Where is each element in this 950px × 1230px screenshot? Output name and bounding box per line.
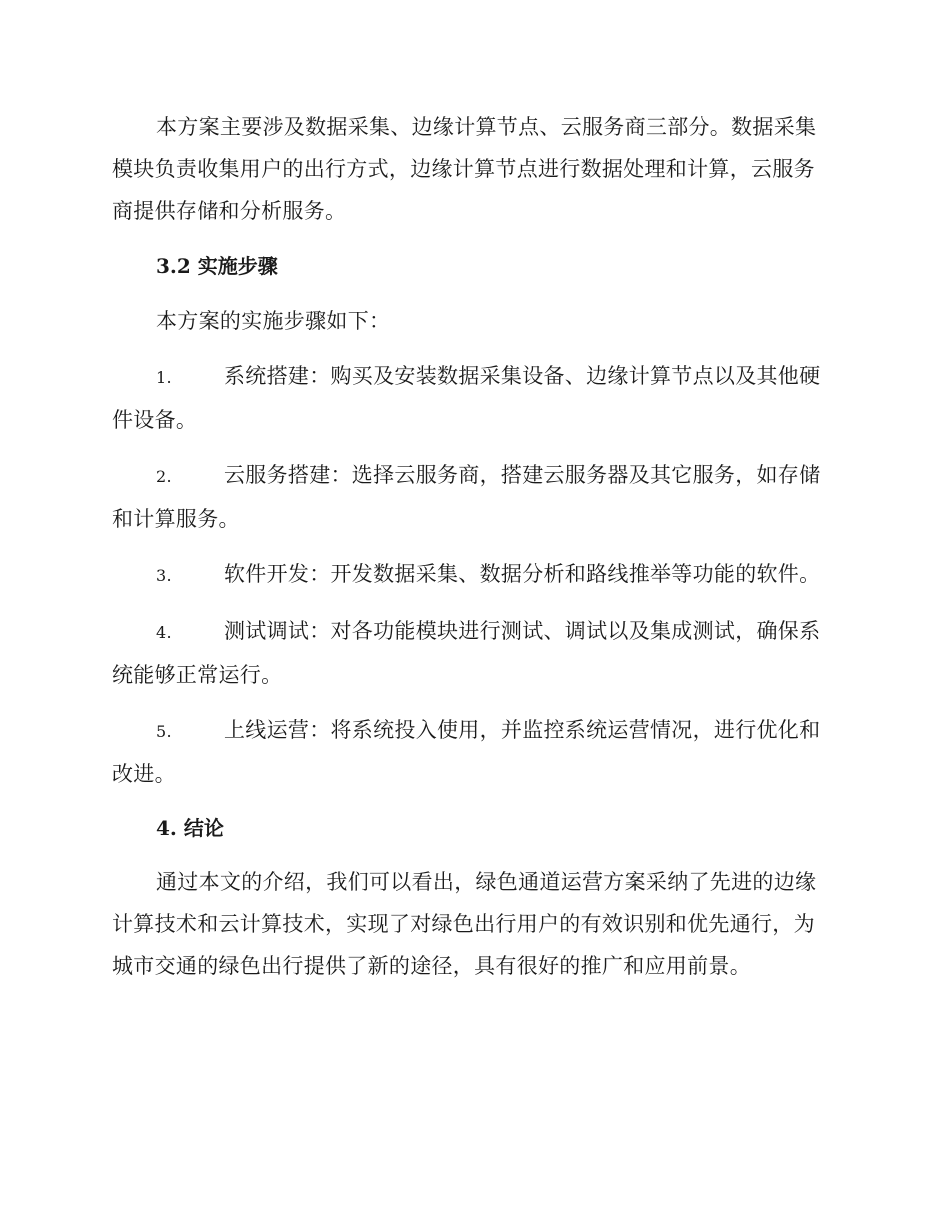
list-item bbox=[112, 553, 832, 597]
section-heading-4: 4. 结论 bbox=[156, 816, 224, 840]
list-text: 上线运营：将系统投入使用，并监控系统运营情况，进行优化和改进。 bbox=[112, 718, 821, 786]
list-number: 2. bbox=[156, 467, 172, 486]
list-text: 云服务搭建：选择云服务商，搭建云服务器及其它服务，如存储和计算服务。 bbox=[112, 463, 821, 531]
list-text: 软件开发：开发数据采集、数据分析和路线推举等功能的软件。 bbox=[224, 562, 821, 586]
document-page bbox=[112, 106, 832, 987]
intro-paragraph: 本方案主要涉及数据采集、边缘计算节点、云服务商三部分。数据采集模块负责收集用户的出行方式，边缘计算节点进行数据处理和计算，云服务商提供存储和分析服务。 bbox=[112, 115, 817, 223]
section-heading-3-2: 3.2 实施步骤 bbox=[156, 254, 278, 278]
list-item bbox=[112, 709, 832, 795]
list-number: 3. bbox=[156, 566, 172, 585]
list-item bbox=[112, 454, 832, 540]
list-number: 4. bbox=[156, 623, 172, 642]
list-text: 测试调试：对各功能模块进行测试、调试以及集成测试，确保系统能够正常运行。 bbox=[112, 619, 821, 687]
list-item bbox=[112, 610, 832, 696]
list-text: 系统搭建：购买及安装数据采集设备、边缘计算节点以及其他硬件设备。 bbox=[112, 364, 821, 432]
steps-lead: 本方案的实施步骤如下： bbox=[156, 309, 391, 333]
conclusion-paragraph: 通过本文的介绍，我们可以看出，绿色通道运营方案采纳了先进的边缘计算技术和云计算技术，实现了对绿色出行用户的有效识别和优先通行，为城市交通的绿色出行提供了新的途径，具有很好的推广和应用前景。 bbox=[112, 870, 817, 978]
list-item bbox=[112, 355, 832, 441]
list-number: 5. bbox=[156, 722, 172, 741]
list-number: 1. bbox=[156, 368, 172, 387]
